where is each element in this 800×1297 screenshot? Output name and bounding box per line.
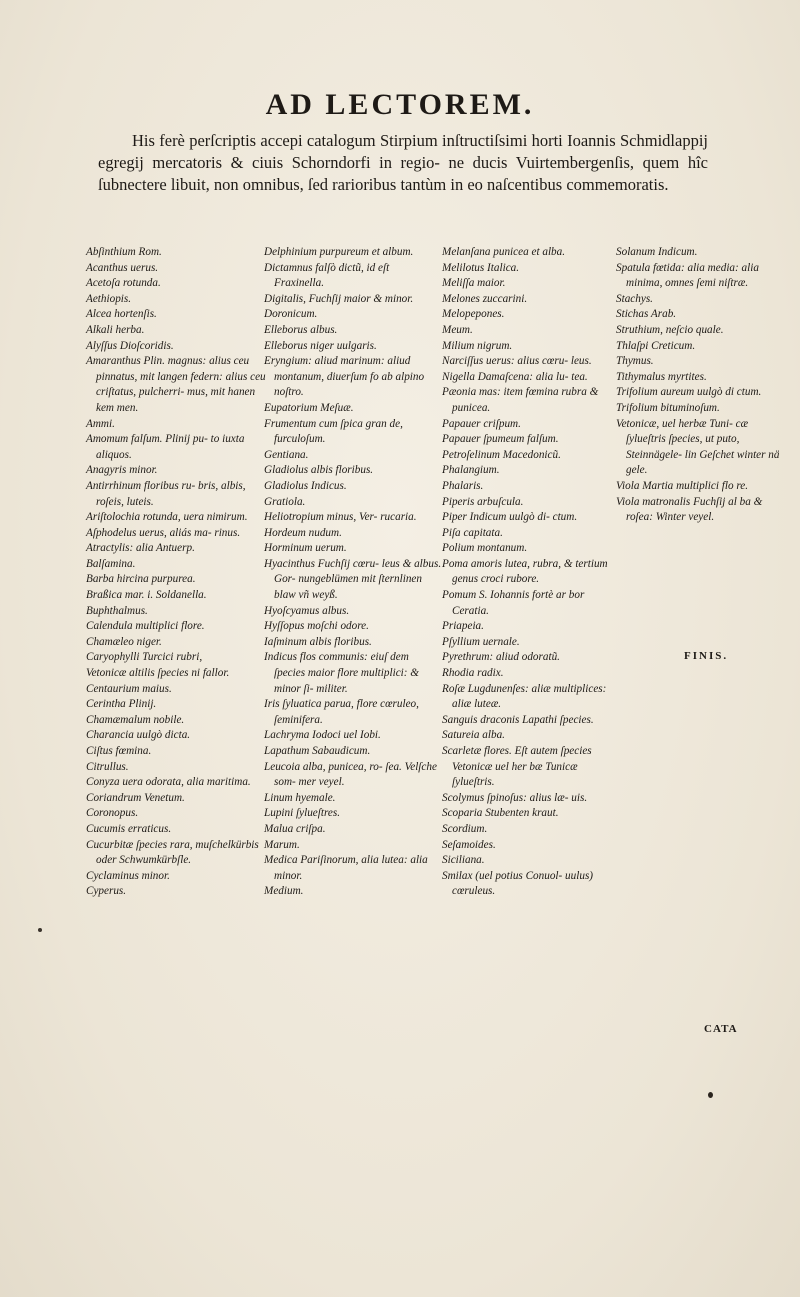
catalog-entry: Balſamina. [86, 557, 136, 570]
catalog-column-3 [442, 245, 618, 900]
catalog-entry: Braßica mar. i. Soldanella. [86, 589, 207, 602]
catalog-entry: Gladiolus Indicus. [264, 479, 347, 492]
catalog-entry: Petroſelinum Macedonicũ. [442, 448, 561, 461]
catalog-entry: Eupatorium Meſuæ. [264, 401, 354, 414]
catalog-entry: Leucoia alba, punicea, ro- ſea. Velſche som- mer veyel. [264, 760, 437, 789]
ink-spot [708, 1092, 713, 1098]
catalog-entry: Melones zuccarini. [442, 292, 528, 305]
catalog-entry: Medica Pariſinorum, alia lutea: alia minor. [264, 854, 428, 882]
catalog-entry: Hyoſcyamus albus. [264, 604, 350, 617]
catalog-entry: Citrullus. [86, 760, 129, 773]
catalog-entry: Poma amoris lutea, rubra, & tertium genus croci rubore. [442, 557, 608, 586]
catalog-entry: Aſphodelus uerus, aliás ma- rinus. [86, 526, 241, 539]
finis-mark: FINIS. [684, 650, 729, 662]
intro-paragraph [98, 130, 708, 196]
catalog-entry: Melanſana punicea et alba. [442, 246, 566, 258]
catalog-entry: Lachryma Iodoci uel Iobi. [264, 729, 381, 742]
catalog-entry: Papauer ſpumeum falſum. [442, 433, 559, 446]
plant-catalog [86, 245, 780, 898]
catalog-entry: Papauer criſpum. [442, 417, 521, 430]
catalog-entry: Linum hyemale. [264, 791, 336, 804]
catalog-entry: Pomum S. Iohannis fortè ar bor Ceratia. [442, 589, 585, 617]
catalog-entry: Solanum Indicum. [616, 246, 698, 258]
catalog-entry: Eryngium: aliud marinum: aliud montanum, diuerſum fo ab alpino noſtro. [264, 355, 425, 399]
catalog-entry: Elleborus albus. [264, 323, 338, 336]
catalog-entry: Horminum uerum. [264, 542, 347, 555]
catalog-entry: Gladiolus albis floribus. [264, 464, 374, 477]
catalog-entry: Spatula fœtida: alia media: alia minima, omnes ſemi niſtræ. [616, 261, 759, 290]
catalog-entry: Caryophylli Turcici rubri, [86, 651, 203, 664]
catalog-entry: Milium nigrum. [442, 339, 513, 352]
catalog-entry: Sanguis draconis Lapathi ſpecies. [442, 713, 594, 726]
catalog-entry: Aethiopis. [86, 292, 132, 305]
catalog-entry: Satureia alba. [442, 729, 505, 742]
catalog-entry: Chamæmalum nobile. [86, 713, 185, 726]
catalog-entry: Heliotropium minus, Ver- rucaria. [264, 511, 417, 524]
catalog-entry: Thlaſpi Creticum. [616, 339, 696, 352]
catalog-entry: Marum. [264, 838, 300, 851]
catalog-entry: Delphinium purpureum et album. [264, 246, 414, 258]
catalog-entry: Gentiana. [264, 448, 309, 461]
catalog-entry: Antirrhinum floribus ru- bris, albis, roſeis, luteis. [86, 479, 246, 508]
catalog-entry: Meliſſa maior. [442, 277, 506, 290]
catalog-entry: Hordeum nudum. [264, 526, 342, 539]
catalog-entry: Charancia uulgò dicta. [86, 729, 191, 742]
catalog-entry: Siciliana. [442, 854, 485, 867]
ink-spot [38, 928, 42, 932]
catalog-entry: Narciſſus uerus: alius cœru- leus. [442, 355, 592, 368]
catalog-entry: Coriandrum Venetum. [86, 791, 185, 804]
catalog-entry: Seſamoides. [442, 838, 496, 851]
catalog-entry: Trifolium aureum uulgò di ctum. [616, 386, 762, 399]
catalog-entry: Indicus flos communis: eiuſ dem ſpecies maior flore multiplici: & minor ſi- militer. [264, 651, 420, 695]
catalog-entry: Doronicum. [264, 308, 318, 321]
catalog-entry: Cyperus. [86, 885, 127, 898]
intro-text: His ferè perſcriptis accepi catalogum Stirpium inſtructiſsimi horti Ioannis Schmidlappij egregij mercatoris & ciuis Schorndorfi in regio- ne ducis Vuirtembergenſis, quem hîc ſubnectere libuit, non omnibus, ſed rarioribus tantùm in eo naſcentibus commemoratis. [98, 131, 708, 194]
catalog-entry: Iaſminum albis floribus. [264, 635, 372, 648]
catalog-entry: Viola matronalis Fuchſij al ba & roſea: Winter veyel. [616, 495, 763, 524]
catalog-entry: Abſinthium Rom. [86, 246, 162, 258]
catalog-entry: Meum. [442, 323, 473, 336]
catalog-entry: Viola Martia multiplici flo re. [616, 479, 749, 492]
catalog-entry: Conyza uera odorata, alia maritima. [86, 776, 251, 789]
catalog-entry: Thymus. [616, 355, 654, 368]
catalog-entry: Medium. [264, 885, 304, 898]
catalog-entry: Polium montanum. [442, 542, 528, 555]
catalog-entry: Digitalis, Fuchſij maior & minor. [264, 292, 414, 305]
catalog-entry: Struthium, neſcio quale. [616, 323, 724, 336]
catalog-entry: Barba hircina purpurea. [86, 573, 196, 586]
catalog-entry: Vetonicæ, uel herbæ Tuni- cæ ſylueſtris ſpecies, ut puto, Steinnägele- lin Geſchet winter nä gele. [616, 417, 780, 477]
catalog-entry: Rhodia radix. [442, 667, 504, 680]
catalog-entry: Elleborus niger uulgaris. [264, 339, 377, 352]
catalog-entry: Amomum falſum. Plinij pu- to iuxta aliquos. [86, 433, 245, 461]
catalog-entry: Cerintha Plinij. [86, 698, 157, 711]
catalog-entry: Ariſtolochia rotunda, uera nimirum. [86, 511, 248, 524]
catalog-entry: Melilotus Italica. [442, 261, 520, 274]
catalog-column-1 [86, 245, 266, 900]
catalog-entry: Ammi. [86, 417, 115, 430]
catalog-entry: Stachys. [616, 292, 653, 305]
page-heading: AD LECTOREM. [265, 88, 535, 121]
catalog-entry: Cucumis erraticus. [86, 822, 172, 835]
catalog-entry: Piper Indicum uulgò di- ctum. [442, 511, 578, 524]
catalog-entry: Lapathum Sabaudicum. [264, 745, 371, 757]
catalog-entry: Anagyris minor. [86, 464, 158, 477]
catalog-entry: Trifolium bituminoſum. [616, 401, 720, 414]
catalog-column-4 [616, 245, 781, 526]
catalog-entry: Alcea hortenſis. [86, 308, 157, 321]
catalog-entry: Amaranthus Plin. magnus: alius ceu pinnatus, mit langen federn: alius ceu criſtatus, pulcherri- mus, mit hanen kem men. [86, 355, 266, 414]
catalog-entry: Pſyllium uernale. [442, 635, 520, 648]
catalog-entry: Melopepones. [442, 308, 505, 321]
catalog-entry: Stichas Arab. [616, 308, 677, 321]
catalog-entry: Piſa capitata. [442, 526, 503, 539]
catalog-entry: Gratiola. [264, 495, 306, 508]
catalog-entry: Coronopus. [86, 807, 139, 820]
catalog-entry: Alkali herba. [86, 323, 145, 336]
catalog-entry: Iris ſyluatica parua, flore cœruleo, ſeminifera. [264, 698, 419, 726]
catalog-entry: Hyſſopus moſchi odore. [264, 620, 369, 633]
catalog-entry: Pæonia mas: item fœmina rubra & punicea. [442, 386, 599, 414]
catalog-entry: Tithymalus myrtites. [616, 370, 707, 383]
catalog-entry: Nigella Damaſcena: alia lu- tea. [442, 370, 588, 383]
catalog-entry: Ciſtus fœmina. [86, 745, 152, 757]
catalog-entry: Atractylis: alia Antuerp. [86, 542, 195, 555]
catalog-entry: Scolymus ſpinoſus: alius læ- uis. [442, 791, 588, 804]
catalog-entry: Priapeia. [442, 620, 484, 633]
catalog-entry: Malua criſpa. [264, 822, 326, 835]
catalog-entry: Vetonicæ altilis ſpecies ni fallor. [86, 667, 230, 680]
catalog-entry: Alyſſus Dioſcoridis. [86, 339, 174, 352]
catalog-entry: Scarletæ flores. Eſt autem ſpecies Vetonicæ uel her bæ Tunicæ ſylueſtris. [442, 745, 592, 789]
catalog-entry: Cyclaminus minor. [86, 869, 170, 882]
catalog-entry: Scoparia Stubenten kraut. [442, 807, 559, 820]
catalog-entry: Chamæleo niger. [86, 635, 162, 648]
catalog-entry: Acanthus uerus. [86, 261, 159, 274]
catalog-entry: Buphthalmus. [86, 604, 148, 617]
catalog-entry: Smilax (uel potius Conuol- uulus) cœruleus. [442, 869, 594, 898]
catalog-entry: Frumentum cum ſpica gran de, furculoſum. [264, 417, 403, 446]
catalog-entry: Cucurbitæ ſpecies rara, muſchelkürbis oder Schwumkürbſle. [86, 838, 259, 867]
catchword: CATA [704, 1023, 738, 1035]
catalog-entry: Phalangium. [442, 464, 500, 477]
catalog-entry: Dictamnus falſò dictũ, id eſt Fraxinella. [264, 261, 390, 290]
catalog-entry: Roſæ Lugdunenſes: aliæ multiplices: aliæ luteæ. [442, 682, 607, 711]
catalog-entry: Hyacinthus Fuchſij cœru- leus & albus. Gor- nungeblümen mit ſternlinen blaw vñ weyß. [264, 557, 442, 602]
catalog-entry: Scordium. [442, 822, 488, 835]
catalog-column-2 [264, 245, 442, 900]
catalog-entry: Acetoſa rotunda. [86, 277, 161, 290]
catalog-entry: Piperis arbuſcula. [442, 495, 524, 508]
catalog-entry: Pyrethrum: aliud odoratũ. [442, 651, 560, 664]
catalog-entry: Lupini ſylueſtres. [264, 807, 341, 820]
catalog-entry: Centaurium maius. [86, 682, 172, 695]
catalog-entry: Phalaris. [442, 479, 484, 492]
catalog-entry: Calendula multiplici flore. [86, 620, 205, 633]
